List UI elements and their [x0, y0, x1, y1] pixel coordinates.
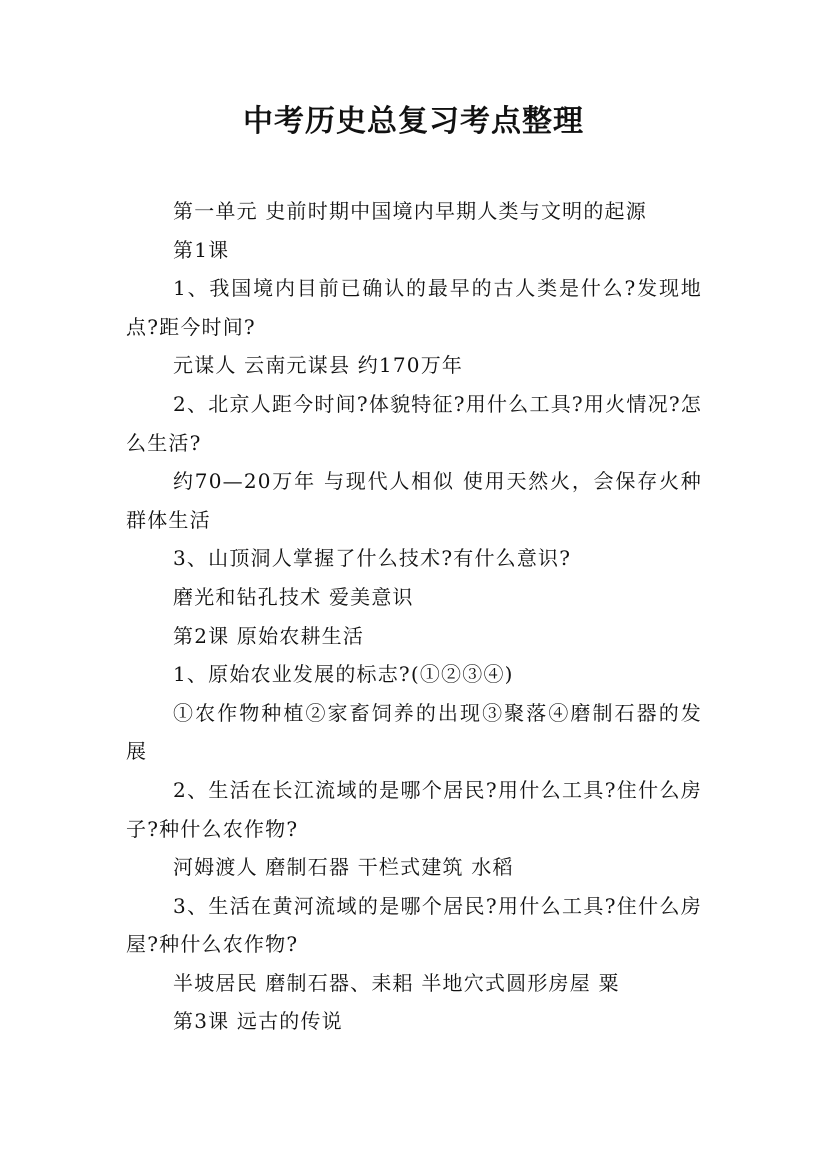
lesson-heading: 第2课 原始农耕生活: [173, 623, 365, 648]
answer-paragraph: 元谋人 云南元谋县 约170万年: [173, 353, 464, 378]
question-paragraph: 2、北京人距今时间?体貌特征?用什么工具?用火情况?怎么生活?: [126, 391, 702, 455]
question-paragraph: 1、原始农业发展的标志?(①②③④): [173, 662, 514, 687]
unit-heading: 第一单元 史前时期中国境内早期人类与文明的起源: [173, 199, 647, 223]
document-body: [126, 192, 702, 1041]
question-paragraph: 3、山顶洞人掌握了什么技术?有什么意识?: [173, 546, 572, 571]
answer-paragraph: ①农作物种植②家畜饲养的出现③聚落④磨制石器的发展: [126, 700, 702, 764]
answer-paragraph: 半坡居民 磨制石器、耒耜 半地穴式圆形房屋 粟: [173, 970, 620, 995]
question-paragraph: 2、生活在长江流域的是哪个居民?用什么工具?住什么房子?种什么农作物?: [126, 777, 702, 841]
answer-paragraph: 河姆渡人 磨制石器 干栏式建筑 水稻: [173, 855, 514, 880]
lesson-heading: 第3课 远古的传说: [173, 1009, 343, 1034]
question-paragraph: 3、生活在黄河流域的是哪个居民?用什么工具?住什么房屋?种什么农作物?: [126, 893, 702, 957]
answer-paragraph: 约70—20万年 与现代人相似 使用天然火，会保存火种 群体生活: [126, 469, 702, 532]
document-title: 中考历史总复习考点整理: [243, 104, 584, 139]
answer-paragraph: 磨光和钻孔技术 爱美意识: [173, 584, 414, 609]
lesson-heading: 第1课: [173, 237, 230, 262]
question-paragraph: 1、我国境内目前已确认的最早的古人类是什么?发现地点?距今时间?: [126, 276, 702, 339]
